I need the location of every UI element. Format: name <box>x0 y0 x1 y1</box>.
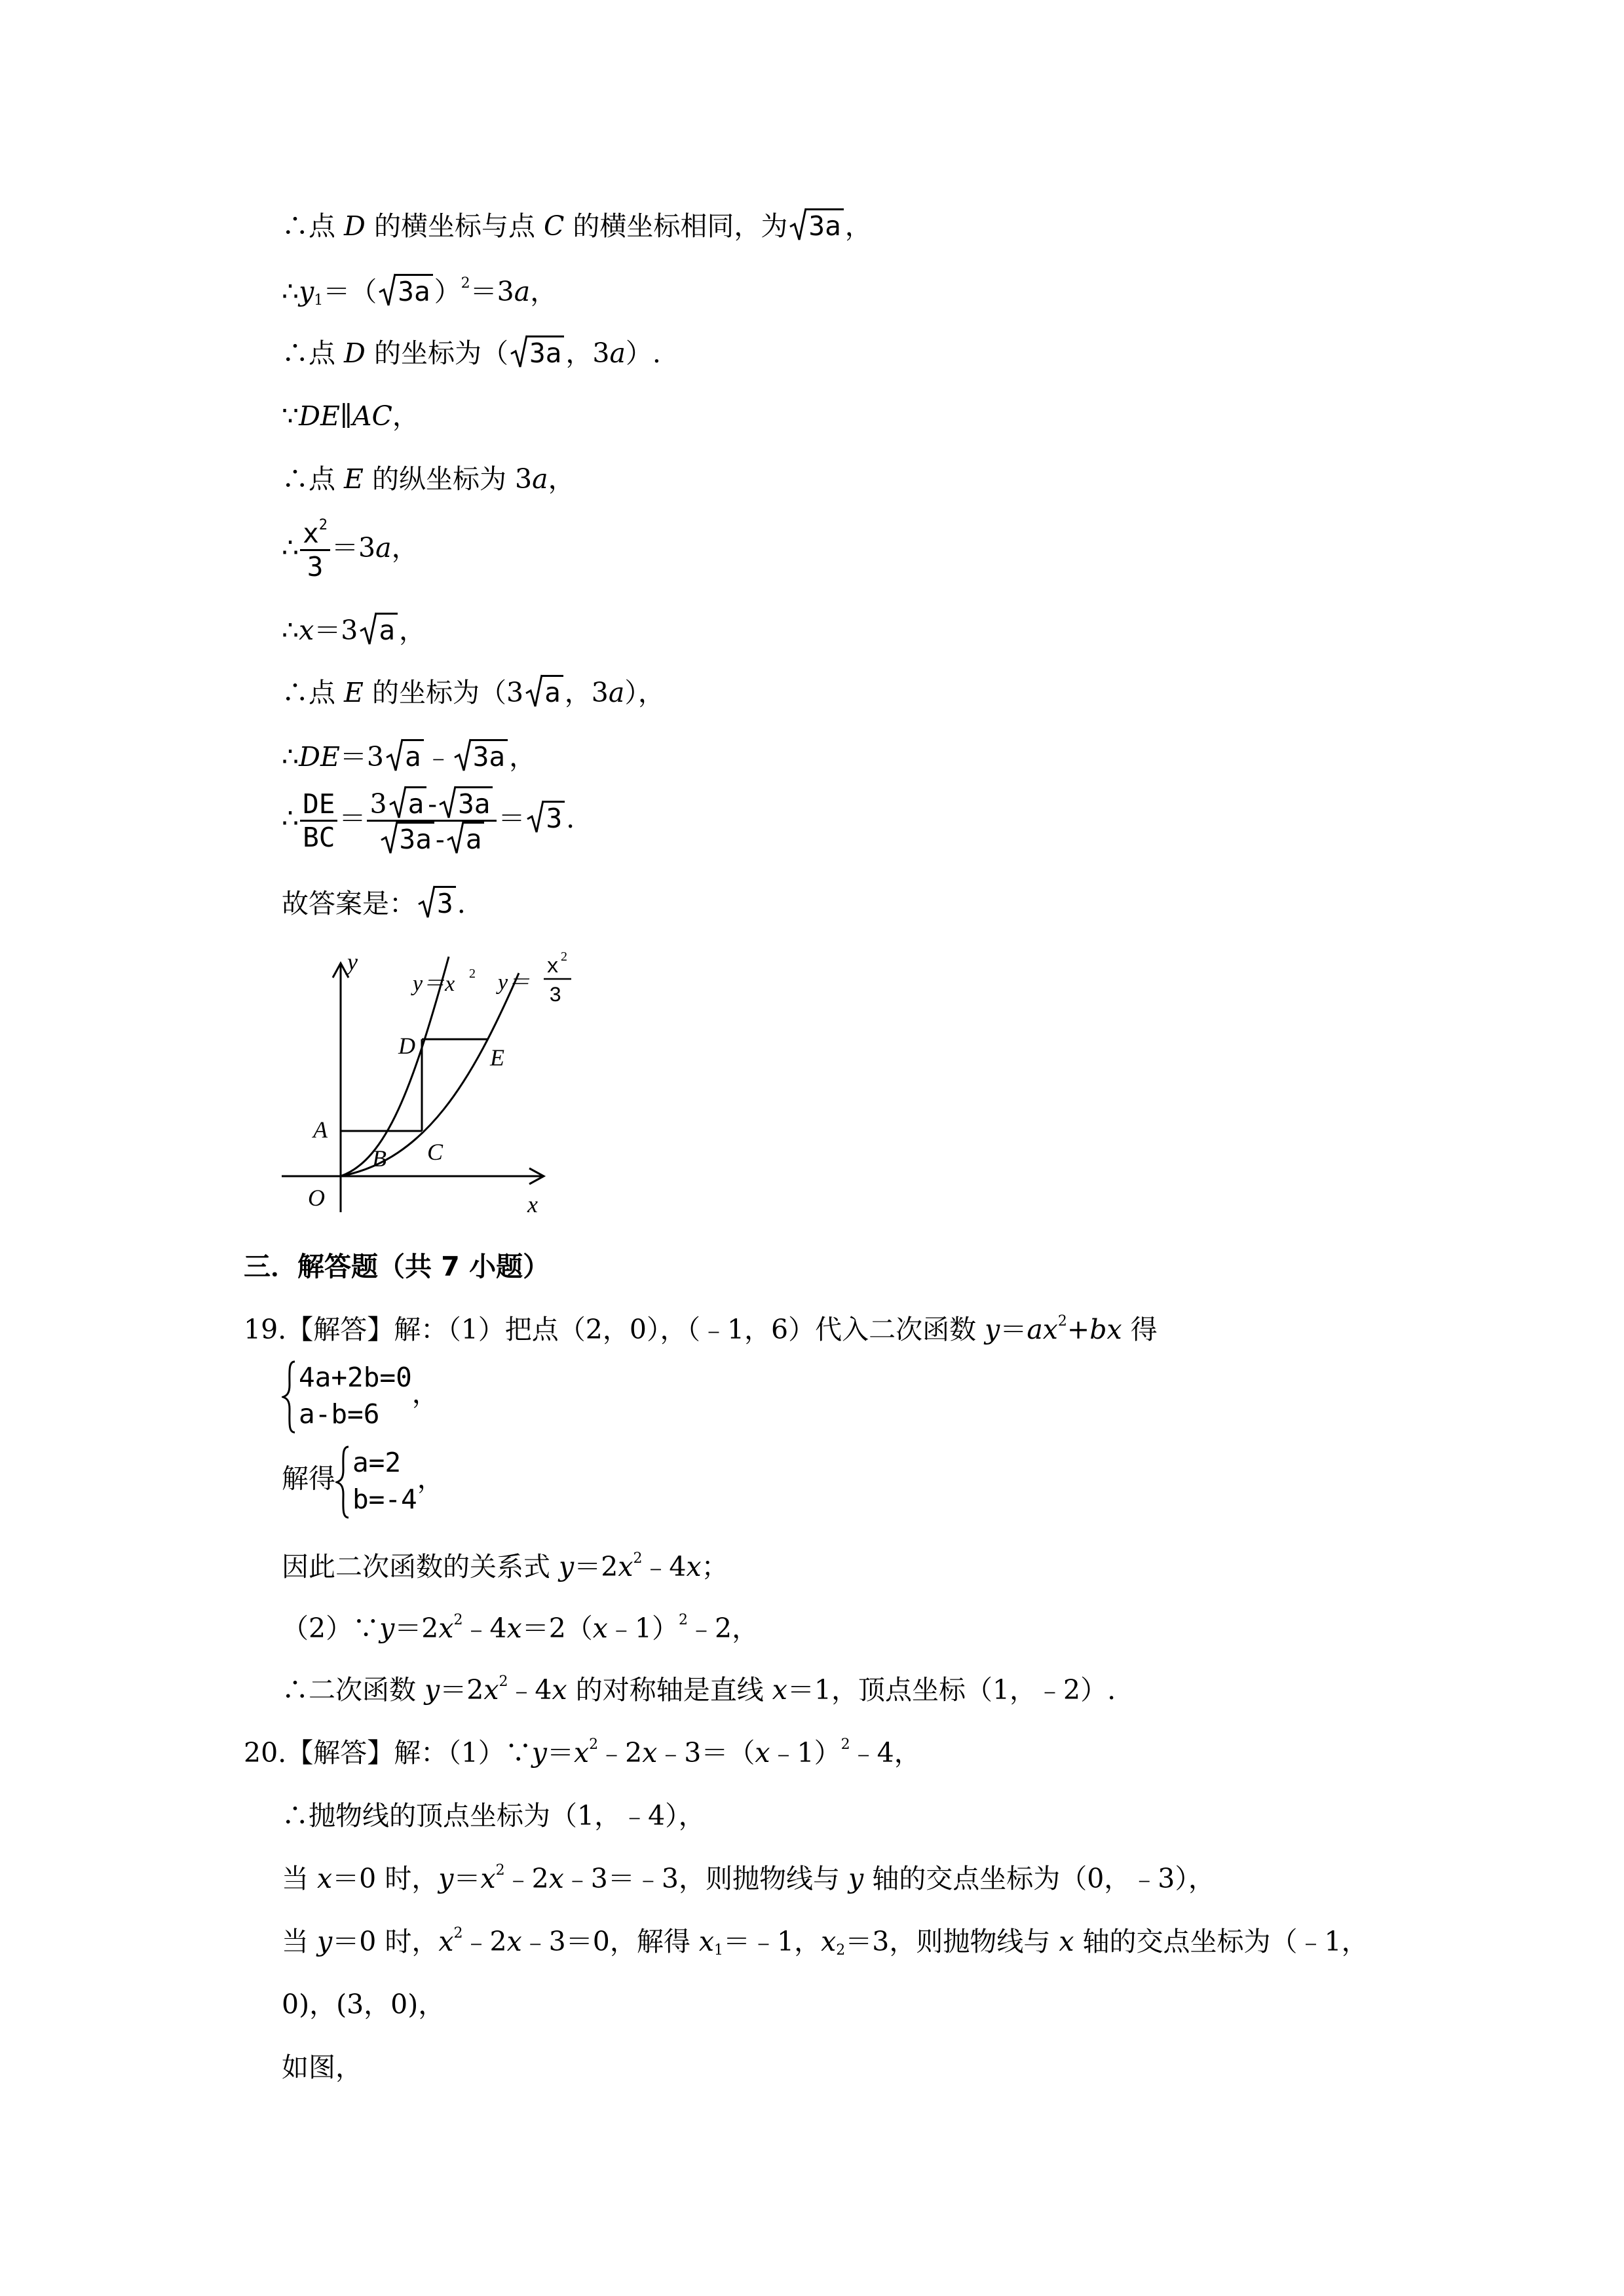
sqrt-expression: a <box>388 786 427 820</box>
q20-line-4: 当 y＝0 时，$x^2﹣2x﹣3=0$，解得 $x_1=﹣1$，$x_2=3$，则抛物线与 x 轴的交点坐标为（﹣1， <box>282 1925 1369 1959</box>
sqrt-expression: 3a <box>510 335 564 370</box>
sqrt-expression: 3a <box>453 739 508 773</box>
origin-label: O <box>308 1185 325 1211</box>
brace-system: 4a+2b=0 a-b=6 <box>282 1359 412 1432</box>
curve1-label: y＝x <box>413 972 455 996</box>
sqrt-expression: 3a <box>438 786 493 820</box>
curve2-exponent: 2 <box>561 949 567 964</box>
point-e-label: E <box>490 1044 504 1071</box>
q19-line-1: 19.【解答】解：（1）把点（2，0），（﹣1，6）代入二次函数 $y=ax^2+bx$ 得 <box>244 1313 1158 1345</box>
q19-line-5: $(2)\because y=2x^2﹣4x=2(x﹣1)^2﹣2$， <box>282 1612 759 1644</box>
solution-line: ∴点 D 的横坐标与点 C 的横坐标相同，为 3a ， <box>282 208 872 242</box>
q20-line-5: 0)，(3，0)， <box>282 1989 445 2020</box>
sqrt-expression: a <box>385 739 424 773</box>
point-c-label: C <box>427 1139 444 1165</box>
q20-line-2: ∴抛物线的顶点坐标为（1，﹣4）， <box>282 1800 706 1831</box>
section-heading: 三．解答题（共 7 小题） <box>244 1251 550 1282</box>
x-axis-label: x <box>527 1191 538 1217</box>
equation-system-1: 4a+2b=0 a-b=6 ， <box>282 1359 439 1432</box>
q20-line-1: 20.【解答】解：$(1)\because y=x^2﹣2x﹣3=(x﹣1)^2﹣4$， <box>244 1736 921 1769</box>
answer-line: 故答案是： 3 . <box>282 886 466 920</box>
solution-line: ∴点 E 的纵坐标为 3a， <box>282 463 575 495</box>
sqrt-expression: 3a <box>380 822 434 855</box>
sqrt-expression: a <box>525 675 563 709</box>
solution-line: ∴DE＝3 a ﹣ 3a ， <box>282 739 536 773</box>
sqrt-expression: a <box>446 822 485 855</box>
curve2-denominator: 3 <box>549 984 562 1008</box>
q20-line-6: 如图， <box>282 2052 362 2083</box>
curve2-numerator: x <box>546 955 559 979</box>
solution-line: ∴点 E 的坐标为（3 a ，3a）， <box>282 675 665 709</box>
solution-line: ∴点 D 的坐标为（ 3a ，3a）. <box>282 335 661 370</box>
y-axis-label: y <box>347 949 358 975</box>
q20-line-3: 当 x＝0 时，$y=x^2﹣2x﹣3=﹣3$，则抛物线与 y 轴的交点坐标为（0，﹣3）， <box>282 1862 1215 1894</box>
sqrt-expression: 3a <box>378 274 432 308</box>
point-b-label: B <box>372 1145 387 1172</box>
solution-line: ∴x＝3 a ， <box>282 613 426 647</box>
fraction: $\frac{DE}{BC}$ <box>300 788 337 853</box>
solution-line: ∵DE∥AC， <box>282 400 419 432</box>
sqrt-expression: 3 <box>417 886 456 920</box>
solution-line: ∴ $\frac{DE}{BC}$ ＝ 3 a - 3a 3a - a ＝ 3 . <box>282 786 575 855</box>
point-d-label: D <box>398 1033 415 1059</box>
sqrt-expression: a <box>359 613 398 647</box>
fraction: $\frac{x^2}{3}$ <box>300 518 330 583</box>
solution-line: ∴ $\frac{x^2}{3}$ ＝3a， <box>282 517 419 583</box>
sqrt-expression: 3 <box>526 801 565 835</box>
curve1-exponent: 2 <box>469 966 476 981</box>
q19-line-4: 因此二次函数的关系式 $y=2x^2﹣4x$； <box>282 1550 728 1582</box>
curve2-label: y＝ <box>498 970 531 995</box>
point-a-label: A <box>313 1117 328 1143</box>
solution-line: $\therefore y_1=$（ 3a ）$^2$＝3a， <box>282 275 557 309</box>
equation-system-2: 解得 a=2 b=-4 ， <box>282 1444 444 1518</box>
q19-line-6: ∴二次函数 $y=2x^2﹣4x$ 的对称轴是直线 x＝1，顶点坐标（1，﹣2）. <box>282 1674 1116 1706</box>
sqrt-expression: 3a <box>789 208 843 242</box>
brace-system: a=2 b=-4 <box>335 1444 417 1518</box>
fraction: 3 a - 3a 3a - a <box>367 786 497 855</box>
parabola-figure <box>275 944 616 1225</box>
